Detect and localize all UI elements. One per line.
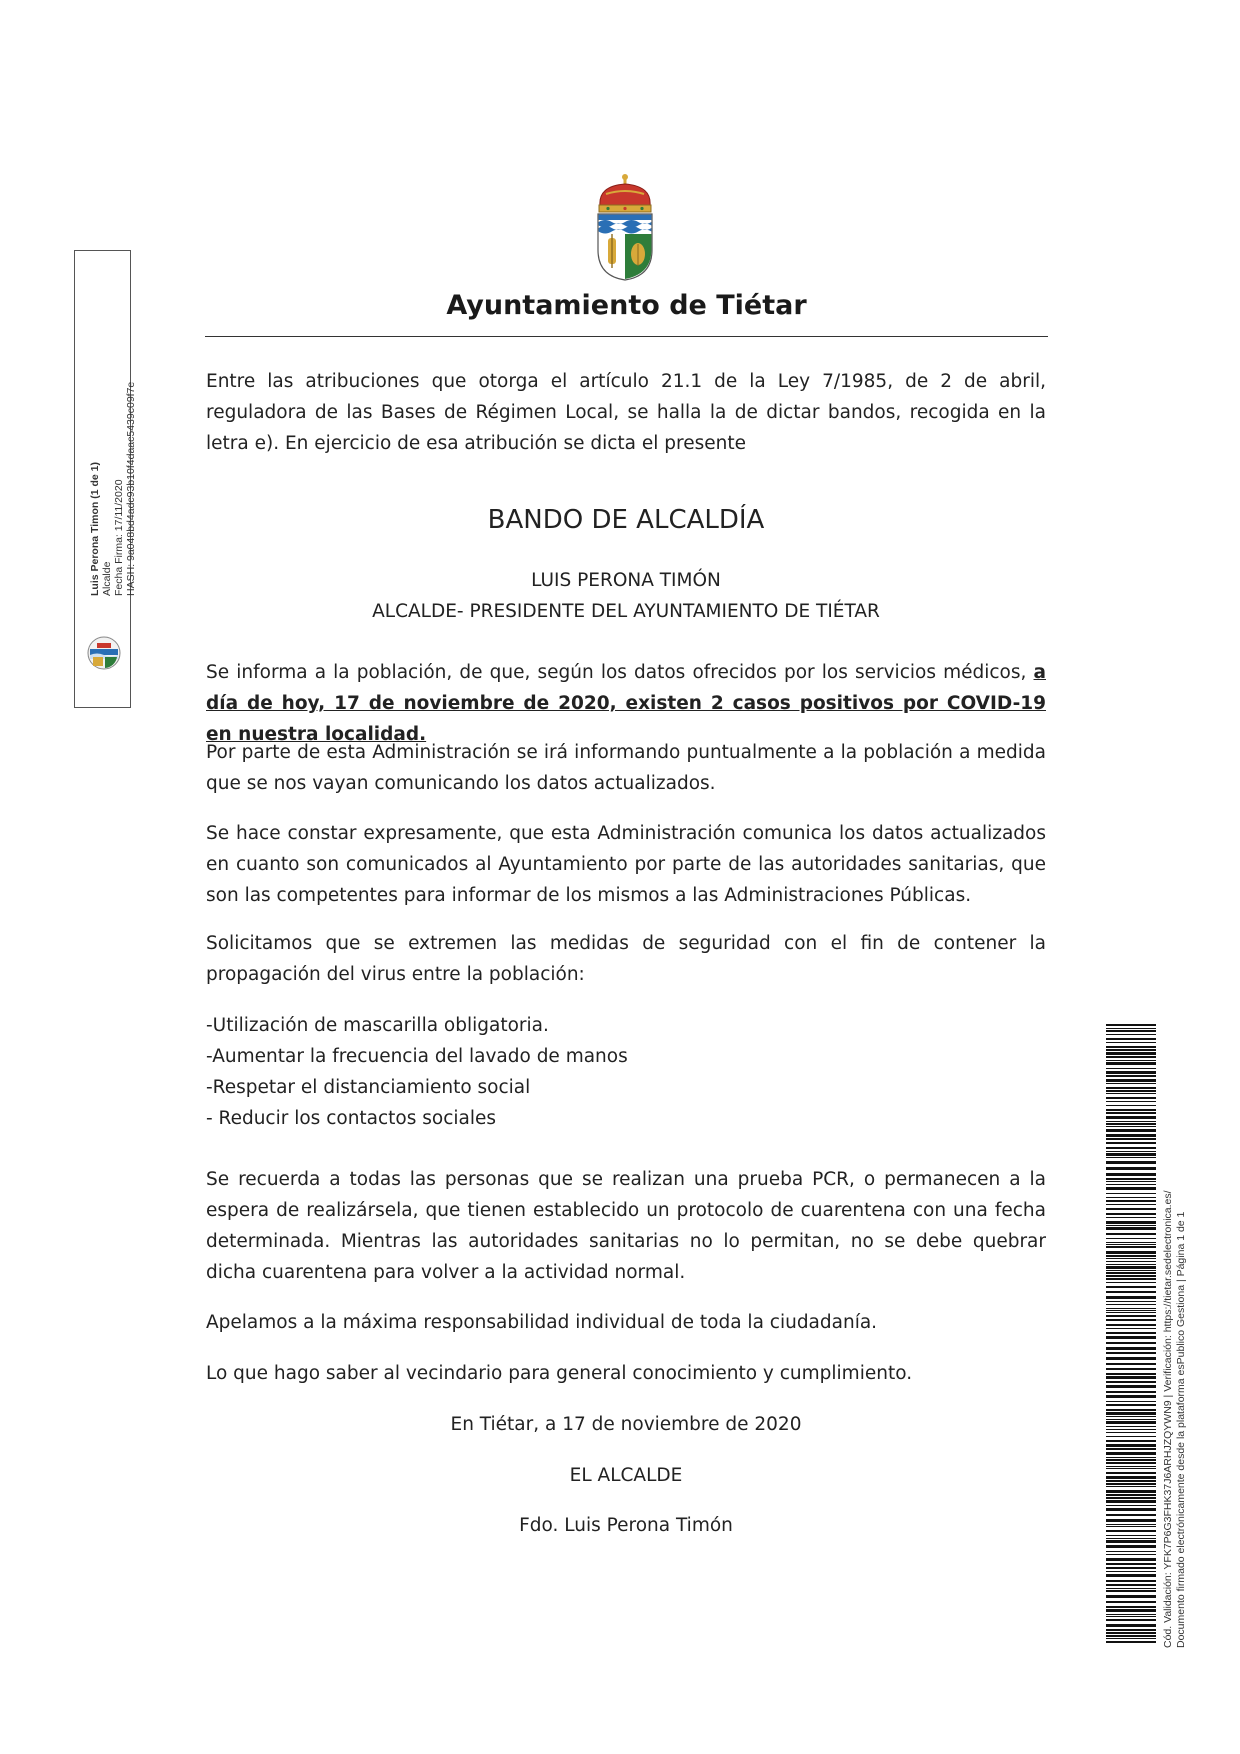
- measures-list: [206, 1010, 1046, 1134]
- signature-stamp: [74, 250, 137, 708]
- constar-paragraph: Se hace constar expresamente, que esta Administración comunica los datos actualizados en cuanto son comunicados al Ayuntamiento por parte de las autoridades sanitarias, que son las competentes para informar de los mismos a las Administraciones Públicas.: [206, 823, 1046, 906]
- list-item: - Reducir los contactos sociales: [206, 1108, 497, 1129]
- list-item: -Aumentar la frecuencia del lavado de manos: [206, 1046, 628, 1067]
- pcr-paragraph: Se recuerda a todas las personas que se realizan una prueba PCR, o permanecen a la espera de realizársela, que tienen establecido un protocolo de cuarentena con una fecha determinada. Mientras las autoridades sanitarias no lo permitan, no se debe quebrar dicha cuarentena para volver a la actividad normal.: [206, 1169, 1046, 1283]
- issuer-name: LUIS PERONA TIMÓN: [531, 570, 721, 591]
- list-item: -Respetar el distanciamiento social: [206, 1077, 531, 1098]
- signature-stamp-text: [89, 296, 137, 596]
- stamp-hash: HASH: 9a048bd4adc93b10f4daac5439c09f7e: [125, 381, 137, 596]
- signer-role: EL ALCALDE: [569, 1465, 683, 1486]
- signer-name: Fdo. Luis Perona Timón: [519, 1515, 733, 1536]
- coat-of-arms-icon: [592, 172, 658, 282]
- organization-title: Ayuntamiento de Tiétar: [446, 290, 807, 321]
- document-title: BANDO DE ALCALDÍA: [487, 505, 765, 535]
- validation-text: [1162, 1058, 1196, 1648]
- place-date: En Tiétar, a 17 de noviembre de 2020: [450, 1414, 802, 1435]
- stamp-signer: Luis Perona Timon (1 de 1): [89, 462, 101, 596]
- barcode-icon: [1106, 1024, 1156, 1644]
- info-highlight: a día de hoy, 17 de noviembre de 2020, existen 2 casos positivos por COVID-19 en nuestra localidad.: [206, 662, 1046, 745]
- lo-que-paragraph: Lo que hago saber al vecindario para general conocimiento y cumplimiento.: [206, 1363, 913, 1384]
- validation-code: Cód. Validación: YFK7P6G3FHK37J6ARHJZQYWN9 | Verificación: https://tietar.sedelectronica.es/: [1162, 1190, 1174, 1648]
- info-lead: Se informa a la población, de que, según los datos ofrecidos por los servicios médicos,: [206, 662, 1034, 683]
- stamp-role: Alcalde: [101, 561, 113, 596]
- header-divider: [205, 336, 1048, 337]
- small-crest-icon: [85, 635, 123, 671]
- validation-platform: Documento firmado electrónicamente desde la plataforma esPublico Gestiona | Página 1 de 1: [1174, 1211, 1187, 1648]
- apelamos-paragraph: Apelamos a la máxima responsabilidad individual de toda la ciudadanía.: [206, 1312, 878, 1333]
- intro-paragraph: Entre las atribuciones que otorga el artículo 21.1 de la Ley 7/1985, de 2 de abril, reguladora de las Bases de Régimen Local, se halla la de dictar bandos, recogida en la letra e). En ejercicio de esa atribución se dicta el presente: [206, 371, 1046, 454]
- issuer-position: ALCALDE- PRESIDENTE DEL AYUNTAMIENTO DE TIÉTAR: [372, 601, 880, 622]
- list-item: -Utilización de mascarilla obligatoria.: [206, 1015, 549, 1036]
- stamp-date: Fecha Firma: 17/11/2020: [113, 479, 125, 596]
- admin-paragraph: Por parte de esta Administración se irá informando puntualmente a la población a medida que se nos vayan comunicando los datos actualizados.: [206, 742, 1046, 794]
- solicitamos-paragraph: Solicitamos que se extremen las medidas de seguridad con el fin de contener la propagación del virus entre la población:: [206, 933, 1046, 985]
